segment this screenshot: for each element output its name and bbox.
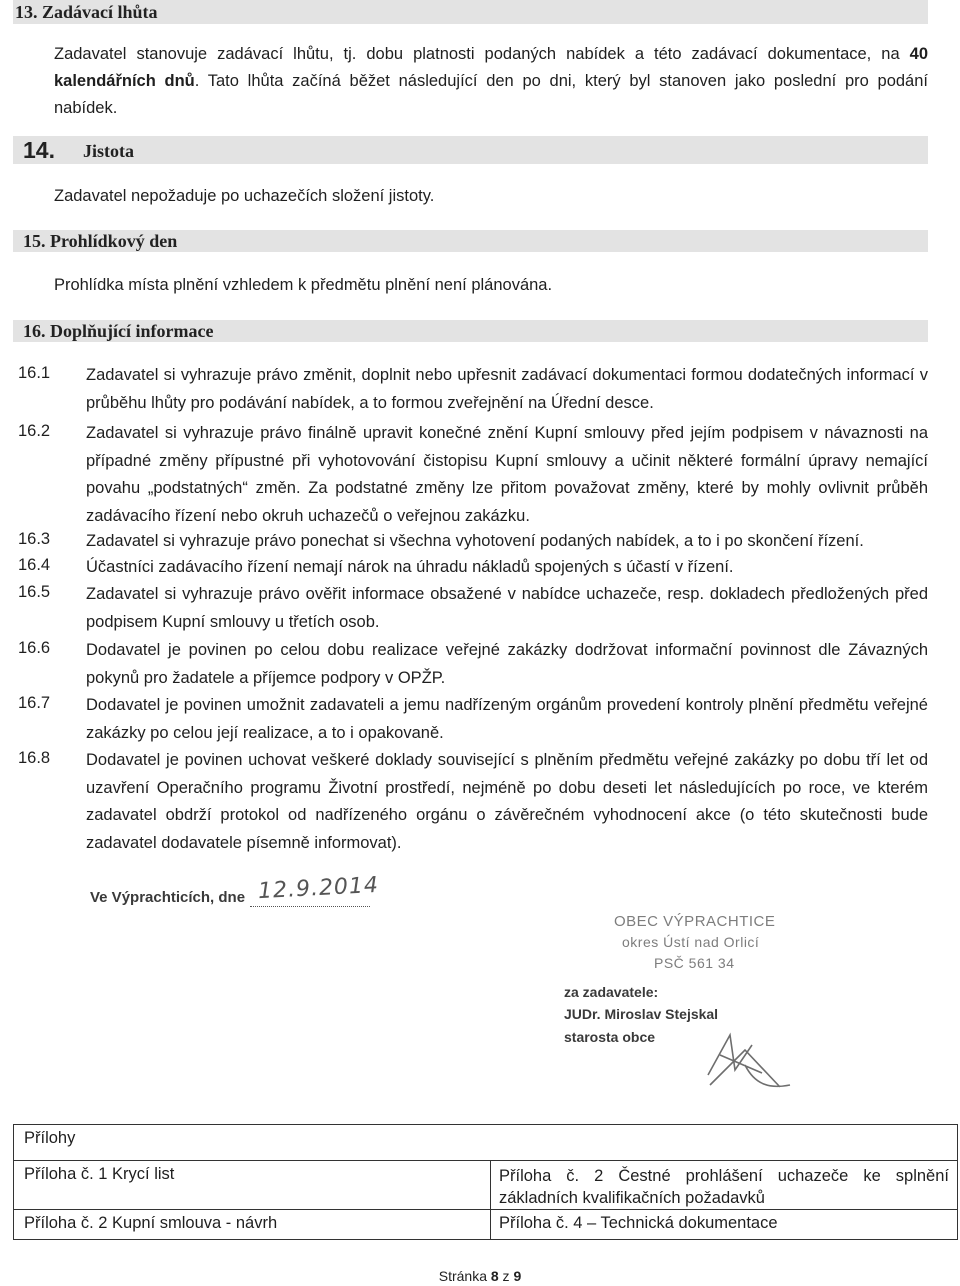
item-16-7-text: Dodavatel je povinen umožnit zadavateli a jemu nadřízeným orgánům provedení kontroly plnění předmětu veřejné zakázky po celou její realizace, a to i opakovaně. <box>86 696 928 742</box>
section-13-text: Zadavatel stanovuje zadávací lhůtu, tj. dobu platnosti podaných nabídek a této zadávací dokumentace, na 40 kalendářních dnů. Tato lhůta začíná běžet následující den po dni, který byl stanoven jako poslední pro podání nabídek. <box>54 45 928 117</box>
deadline-days: 40 kalendářních dnů <box>54 45 928 90</box>
stamp-line-3: PSČ 561 34 <box>654 955 735 971</box>
item-16-1-number: 16.1 <box>18 364 51 382</box>
item-16-8-number: 16.8 <box>18 749 51 767</box>
item-16-3-number: 16.3 <box>18 530 51 548</box>
total-pages: 9 <box>513 1268 522 1284</box>
item-16-1-text: Zadavatel si vyhrazuje právo změnit, doplnit nebo upřesnit zadávací dokumentaci formou dodatečných informací v průběhu lhůty pro podávání nabídek, a to formou zveřejnění na Úřední desce. <box>86 366 928 412</box>
section-15-heading <box>13 230 928 252</box>
section-15-title: 15. Prohlídkový den <box>23 231 178 251</box>
signature-place: Ve Výprachticích, dne <box>90 889 246 906</box>
signature-dotted-line <box>250 906 370 907</box>
signature-date: 12.9.2014 <box>257 872 380 905</box>
page-footer: Stránka 8 z 9 <box>438 1268 522 1284</box>
item-16-4-text: Účastníci zadávacího řízení nemají nárok na úhradu nákladů spojených s účastí v řízení. <box>86 558 734 576</box>
section-16-title: 16. Doplňující informace <box>23 321 214 341</box>
attachment-2: Příloha č. 2 Čestné prohlášení uchazeče ke splnění základních kvalifikačních požadavků <box>491 1161 958 1210</box>
section-13-title: 13. Zadávací lhůta <box>15 2 158 22</box>
item-16-6-text: Dodavatel je povinen po celou dobu realizace veřejné zakázky dodržovat informační povinnost dle Závazných pokynů pro žadatele a příjemce podpory v OPŽP. <box>86 641 928 687</box>
section-14-heading <box>13 136 928 164</box>
item-16-3-text: Zadavatel si vyhrazuje právo ponechat si všechna vyhotovení podaných nabídek, a to i po skončení řízení. <box>86 532 864 550</box>
item-16-4-number: 16.4 <box>18 556 51 574</box>
item-16-8-text: Dodavatel je povinen uchovat veškeré doklady související s plněním předmětu veřejné zakázky po dobu tří let od uzavření Operačního programu Životní prostředí, nejméně po dobu deseti let následujících po roce, ve kterém zadavatel obdrží protokol od nadřízeného orgánu o závěrečném vyhodnocení akce (o této skutečnosti bude zadavatel dodavatele písemně informovat). <box>86 751 928 852</box>
item-16-6-number: 16.6 <box>18 639 51 657</box>
stamp-line-1: OBEC VÝPRACHTICE <box>614 913 776 930</box>
signer-title: starosta obce <box>564 1029 656 1045</box>
stamp-line-2: okres Ústí nad Orlicí <box>622 934 760 950</box>
attachment-4: Příloha č. 4 – Technická dokumentace <box>491 1210 958 1240</box>
attachment-1: Příloha č. 1 Krycí list <box>14 1161 491 1210</box>
attachments-title: Přílohy <box>14 1125 958 1161</box>
section-13-heading <box>13 0 928 24</box>
item-16-5-text: Zadavatel si vyhrazuje právo ověřit informace obsažené v nabídce uchazeče, resp. dokladech předložených před podpisem Kupní smlouvy u třetích osob. <box>86 585 928 631</box>
signer-name: JUDr. Miroslav Stejskal <box>564 1006 719 1022</box>
section-15-text: Prohlídka místa plnění vzhledem k předmětu plnění není plánována. <box>54 276 553 294</box>
attachments-table <box>13 1124 958 1240</box>
current-page: 8 <box>490 1268 499 1284</box>
item-16-2-text: Zadavatel si vyhrazuje právo finálně upravit konečné znění Kupní smlouvy před jejím podpisem v návaznosti na případné změny přípustné při vyhotovování čistopisu Kupní smlouvy a učinit některé formální úpravy nemající povahu „podstatných“ změn. Za podstatné změny lze přitom považovat změny, které by mohly ovlivnit průběh zadávacího řízení nebo okruh uchazečů o veřejnou zakázku. <box>86 424 928 525</box>
section-14-number: 14. <box>23 137 55 163</box>
item-16-7-number: 16.7 <box>18 694 51 712</box>
section-14-text: Zadavatel nepožaduje po uchazečích složení jistoty. <box>54 187 435 205</box>
handwritten-signature <box>690 1015 800 1095</box>
section-14-title: Jistota <box>83 141 134 161</box>
item-16-5-number: 16.5 <box>18 583 51 601</box>
item-16-2-number: 16.2 <box>18 422 51 440</box>
signer-role-label: za zadavatele: <box>564 984 659 1000</box>
section-16-heading <box>13 320 928 342</box>
attachment-3: Příloha č. 2 Kupní smlouva - návrh <box>14 1210 491 1240</box>
